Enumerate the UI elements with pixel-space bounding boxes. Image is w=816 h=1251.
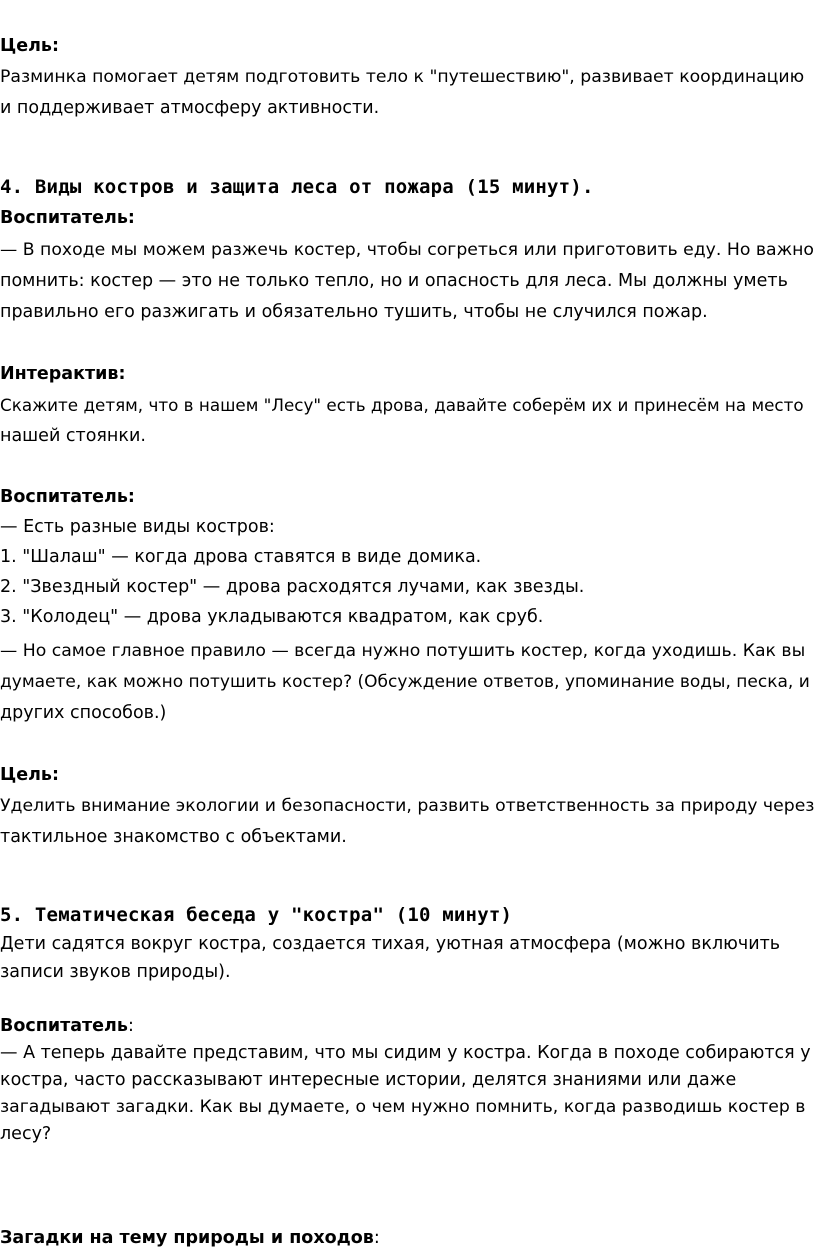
paragraph-line: Скажите детям, что в нашем "Лесу" есть дрова, давайте соберём их и принесём на место	[0, 395, 804, 415]
paragraph-line: лесу?	[0, 1124, 52, 1144]
riddles-label-row	[0, 1227, 380, 1249]
paragraph-line: загадывают загадки. Как вы думаете, о чем нужно помнить, когда разводишь костер в	[0, 1097, 806, 1117]
goal-text-line: Разминка помогает детям подготовить тело к "путешествию", развивает координацию	[0, 67, 805, 87]
paragraph-line: Дети садятся вокруг костра, создается тихая, уютная атмосфера (можно включить	[0, 934, 781, 954]
riddles-label-colon: :	[373, 1228, 380, 1248]
paragraph-line: тактильное знакомство с объектами.	[0, 827, 347, 847]
educator-label: Воспитатель:	[0, 487, 135, 507]
paragraph-line: правильно его разжигать и обязательно тушить, чтобы не случился пожар.	[0, 302, 708, 322]
list-item: 2. "Звездный костер" — дрова расходятся лучами, как звезды.	[0, 577, 585, 597]
paragraph-line: думаете, как можно потушить костер? (Обсуждение ответов, упоминание воды, песка, и	[0, 672, 810, 692]
paragraph-line: записи звуков природы).	[0, 962, 231, 982]
goal-label: Цель:	[0, 765, 59, 785]
section-heading: 5. Тематическая беседа у "костра" (10 минут)	[0, 904, 513, 926]
paragraph-line: других способов.)	[0, 703, 167, 723]
educator-label-row	[0, 1015, 134, 1037]
paragraph-line: Уделить внимание экологии и безопасности, развить ответственность за природу через	[0, 796, 815, 816]
list-item: 3. "Колодец" — дрова укладываются квадратом, как сруб.	[0, 607, 544, 627]
list-item: 1. "Шалаш" — когда дрова ставятся в виде домика.	[0, 547, 482, 567]
paragraph-line: — А теперь давайте представим, что мы сидим у костра. Когда в походе собираются у	[0, 1043, 811, 1063]
educator-label-colon: :	[127, 1016, 134, 1036]
goal-label: Цель:	[0, 36, 59, 56]
section-heading: 4. Виды костров и защита леса от пожара (15 минут).	[0, 176, 594, 198]
educator-label: Воспитатель:	[0, 208, 135, 228]
paragraph-line: — Но самое главное правило — всегда нужно потушить костер, когда уходишь. Как вы	[0, 641, 806, 661]
riddles-label: Загадки на тему природы и походов	[0, 1228, 374, 1248]
paragraph-line: — Есть разные виды костров:	[0, 517, 275, 537]
educator-label: Воспитатель	[0, 1016, 128, 1036]
paragraph-line: помнить: костер — это не только тепло, но и опасность для леса. Мы должны уметь	[0, 271, 788, 291]
paragraph-line: костра, часто рассказывают интересные истории, делятся знаниями или даже	[0, 1070, 737, 1090]
paragraph-line: нашей стоянки.	[0, 426, 146, 446]
paragraph-line: — В походе мы можем разжечь костер, чтобы согреться или приготовить еду. Но важно	[0, 240, 814, 260]
interactive-label: Интерактив:	[0, 364, 126, 384]
goal-text-line: и поддерживает атмосферу активности.	[0, 98, 380, 118]
